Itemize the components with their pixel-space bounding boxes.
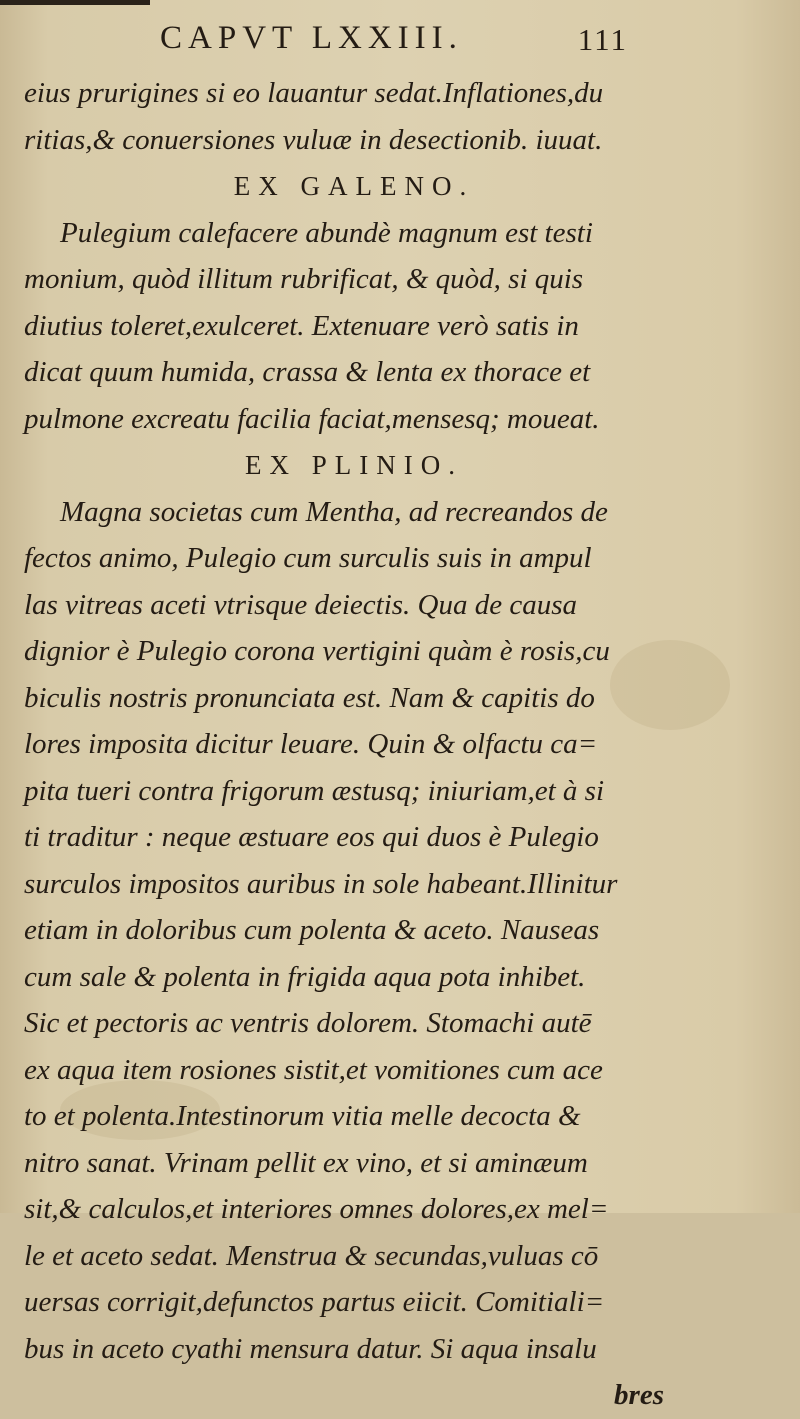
running-head: CAPVT LXXIII.	[160, 20, 463, 56]
text-line: ti traditur : neque æstuare eos qui duos è Pulegio	[24, 821, 599, 853]
text-line: pita tueri contra frigorum æstusq; iniuriam,et à si	[24, 774, 605, 807]
text-block	[24, 70, 664, 1419]
text-line: eius prurigines si eo lauantur sedat.Inflationes,du	[24, 77, 604, 109]
text-line: ex aqua item rosiones sistit,et vomitiones cum ace	[24, 1053, 603, 1086]
text-line: lores imposita dicitur leuare. Quin & olfactu ca=	[24, 728, 598, 760]
text-line: biculis nostris pronunciata est. Nam & capitis do	[24, 681, 595, 714]
text-line: cum sale & polenta in frigida aqua pota inhibet.	[24, 960, 586, 993]
section-heading: EX PLINIO.	[245, 450, 463, 480]
text-line: etiam in doloribus cum polenta & aceto. Nauseas	[24, 914, 600, 946]
text-line: bus in aceto cyathi mensura datur. Si aqua insalu	[24, 1332, 597, 1365]
text-line: Magna societas cum Mentha, ad recreandos de	[60, 495, 608, 528]
text-line: pulmone excreatu facilia faciat,mensesq; moueat.	[24, 402, 600, 435]
text-line: surculos impositos auribus in sole habeant.Illinitur	[24, 867, 618, 900]
page-number: 111	[577, 22, 628, 57]
text-line: Sic et pectoris ac ventris dolorem. Stomachi autē	[24, 1007, 592, 1039]
text-line: ritias,& conuersiones vuluæ in desectionib. iuuat.	[24, 123, 603, 156]
text-line: dicat quum humida, crassa & lenta ex thorace et	[24, 356, 591, 388]
text-line: sit,& calculos,et interiores omnes dolores,ex mel=	[24, 1193, 609, 1225]
text-line: le et aceto sedat. Menstrua & secundas,vuluas cō	[24, 1239, 599, 1272]
text-line: Pulegium calefacere abundè magnum est testi	[60, 216, 593, 249]
page-header	[0, 20, 800, 70]
catchword: bres	[614, 1379, 664, 1411]
text-line: uersas corrigit,defunctos partus eiicit. Comitiali=	[24, 1286, 605, 1318]
text-line: fectos animo, Pulegio cum surculis suis in ampul	[24, 542, 592, 574]
text-line: nitro sanat. Vrinam pellit ex vino, et si aminæum	[24, 1146, 588, 1179]
text-line: dignior è Pulegio corona vertigini quàm è rosis,cu	[24, 635, 610, 667]
text-line: to et polenta.Intestinorum vitia melle decocta &	[24, 1100, 581, 1132]
text-line: las vitreas aceti vtrisque deiectis. Qua de causa	[24, 588, 578, 621]
top-rule	[0, 0, 150, 5]
text-line: diutius toleret,exulceret. Extenuare verò satis in	[24, 309, 579, 342]
section-heading: EX GALENO.	[233, 171, 475, 201]
text-line: monium, quòd illitum rubrificat, & quòd, si quis	[24, 263, 584, 295]
